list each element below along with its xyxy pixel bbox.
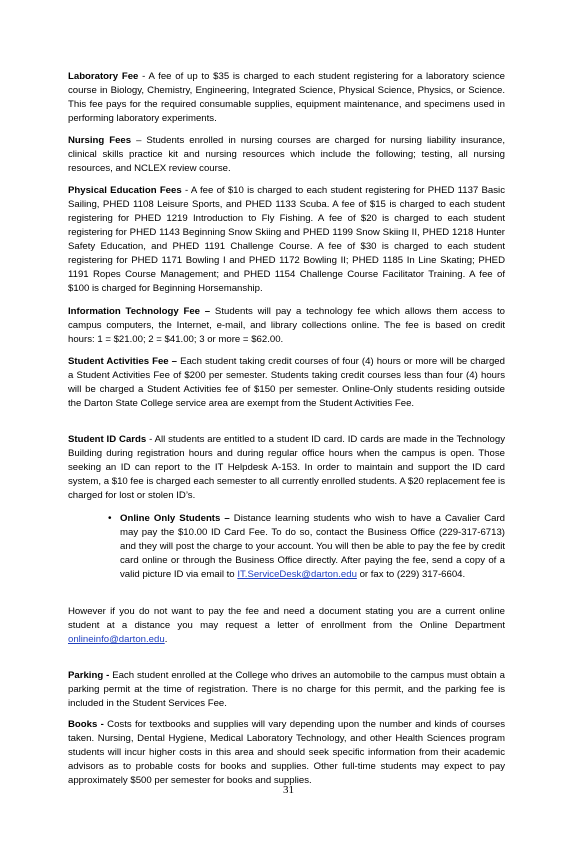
online-only-students-bullet [108, 512, 505, 582]
it-servicedesk-email-link[interactable]: IT.ServiceDesk@darton.edu [237, 569, 357, 580]
books-heading: Books - [68, 719, 104, 730]
student-id-cards-text: - All students are entitled to a student ID card. ID cards are made in the Technology Building during registration hours and during regular office hours when the campus is open. Those seeking an ID can report to the IT Helpdesk A-153. In order to maintain and support the ID card system, a $10 fee is charged each semester to all currently enrolled students. A $20 replacement fee is charged for lost or stolen ID’s. [68, 434, 505, 501]
student-id-cards-paragraph [68, 433, 505, 503]
page-number: 31 [283, 784, 294, 796]
nursing-fees-paragraph [68, 134, 505, 176]
laboratory-fee-paragraph [68, 70, 505, 126]
parking-heading: Parking - [68, 670, 110, 681]
enrollment-letter-tail: . [164, 634, 168, 645]
enrollment-letter-paragraph [68, 605, 505, 647]
nursing-fees-text: – Students enrolled in nursing courses are charged for nursing liability insurance, clinical skills practice kit and nursing resources which include the following; testing, all nursing resources, and NCLEX review course. [68, 135, 505, 174]
student-activities-fee-paragraph [68, 355, 505, 411]
bullet-marker: • [108, 513, 112, 524]
student-activities-fee-text: Each student taking credit courses of four (4) hours or more will be charged a Student Activities Fee of $200 per semester. Students taking credit courses less than four (4) hours will be charged a Student Activities fee of $150 per semester. Online-Only students residing outside the Darton State College service area are exempt from the Student Activities Fee. [68, 356, 505, 409]
information-technology-fee-paragraph [68, 305, 505, 347]
student-activities-fee-heading: Student Activities Fee – [68, 356, 178, 367]
physical-education-fees-paragraph [68, 184, 505, 296]
books-paragraph [68, 718, 505, 788]
online-only-students-heading: Online Only Students – [120, 513, 230, 524]
books-text: Costs for textbooks and supplies will vary depending upon the number and kinds of courses taken. Nursing, Dental Hygiene, Medical Laboratory Technology, and other Health Sciences program students will incur higher costs in this area and should seek specific information from their academic advisors as to probable costs for books and supplies. Other full-time students may expect to pay approximately $500 per semester for books and supplies. [68, 719, 506, 786]
information-technology-fee-text: Students will pay a technology fee which allows them access to campus computers, the Internet, e-mail, and library collections online. The fee is based on credit hours: 1 = $21.00; 2 = $41.00; 3 or more = $62.00. [68, 306, 505, 345]
online-only-students-text-block [120, 512, 505, 582]
enrollment-letter-text: However if you do not want to pay the fee and need a document stating you are a current online student at a distance you may request a letter of enrollment from the Online Department [68, 606, 505, 631]
online-only-students-tail: or fax to (229) 317-6604. [356, 569, 466, 580]
laboratory-fee-heading: Laboratory Fee [68, 71, 139, 82]
laboratory-fee-text: - A fee of up to $35 is charged to each student registering for a laboratory science course in Biology, Chemistry, Engineering, Integrated Science, Physical Science, Physics, or Science. This fee pays for the required consumable supplies, equipment maintenance, and specimens used in performing laboratory experiments. [68, 71, 505, 124]
parking-text: Each student enrolled at the College who drives an automobile to the campus must obtain a parking permit at the time of registration. There is no charge for this permit, and the parking fee is included in the Student Services Fee. [68, 670, 505, 709]
parking-paragraph [68, 669, 505, 711]
online-only-students-text: Distance learning students who wish to have a Cavalier Card may pay the $10.00 ID Card Fee. To do so, contact the Business Office (229-317-6713) and they will post the charge to your account. You will then be able to pay the fee by credit card online or through the Business Office directly. After paying the fee, send a copy of a valid picture ID via email to [120, 513, 505, 580]
information-technology-fee-heading: Information Technology Fee – [68, 306, 211, 317]
nursing-fees-heading: Nursing Fees [68, 135, 132, 146]
physical-education-fees-heading: Physical Education Fees [68, 185, 182, 196]
physical-education-fees-text: - A fee of $10 is charged to each student registering for PHED 1137 Basic Sailing, PHED 1108 Leisure Sports, and PHED 1133 Scuba. A fee of $15 is charged to each student registering for PHED 1219 Introduction to Fly Fishing. A fee of $20 is charged to each student registering for PHED 1143 Beginning Snow Skiing and PHED 1199 Snow Skiing II, PHED 1218 Hunter Safety Education, and PHED 1191 Challenge Course. A fee of $30 is charged to each student registering for PHED 1171 Bowling I and PHED 1172 Bowling II; PHED 1185 In Line Skating; PHED 1191 Ropes Course Management; and PHED 1154 Challenge Course Facilitator Training. A fee of $100 is charged for Beginning Horsemanship. [68, 185, 505, 294]
student-id-cards-heading: Student ID Cards [68, 434, 147, 445]
onlineinfo-email-link[interactable]: onlineinfo@darton.edu [68, 634, 165, 645]
